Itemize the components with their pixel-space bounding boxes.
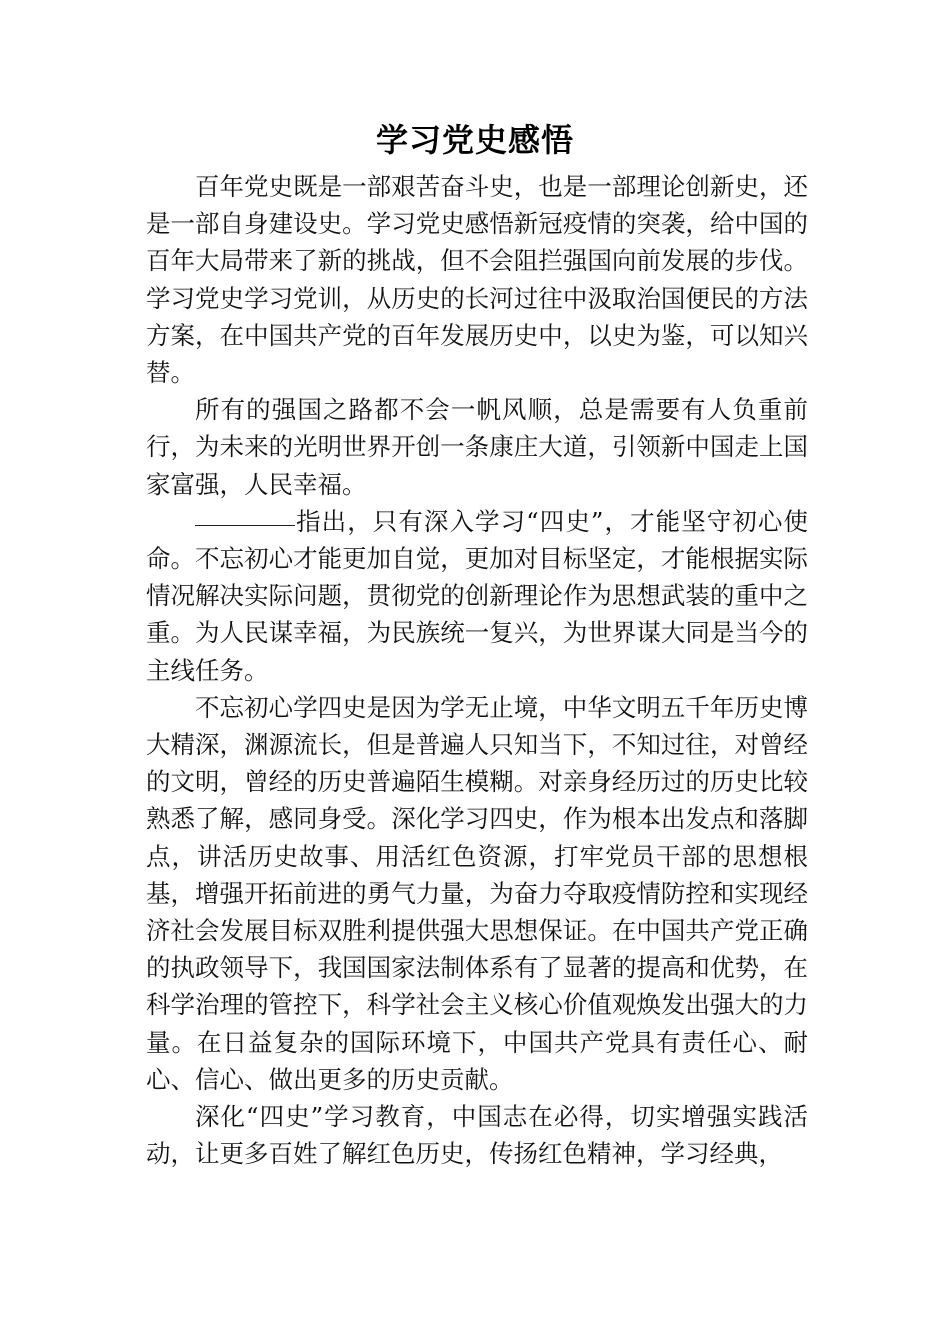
paragraph-3: [146, 503, 808, 689]
paragraph-2: 所有的强国之路都不会一帆风顺，总是需要有人负重前行，为未来的光明世界开创一条康庄大道，引领新中国走上国家富强，人民幸福。: [146, 395, 808, 499]
document-body: [146, 168, 808, 1172]
paragraph-5: 深化“四史”学习教育，中国志在必得，切实增强实践活动，让更多百姓了解红色历史，传扬红色精神，学习经典，: [146, 1102, 808, 1169]
document-title: 学习党史感悟: [375, 121, 574, 159]
paragraph-3-text: 指出，只有深入学习“四史”，才能坚守初心使命。不忘初心才能更加自觉，更加对目标坚定，才能根据实际情况解决实际问题，贯彻党的创新理论作为思想武装的重中之重。为人民谋幸福，为民族统一复兴，为世界谋大同是当今的主线任务。: [146, 506, 808, 685]
fill-in-blank: [195, 524, 295, 526]
paragraph-4: 不忘初心学四史是因为学无止境，中华文明五千年历史博大精深，渊源流长，但是普遍人只知当下，不知过往，对曾经的文明，曾经的历史普遍陌生模糊。对亲身经历过的历史比较熟悉了解，感同身受。深化学习四史，作为根本出发点和落脚点，讲活历史故事、用活红色资源，打牢党员干部的思想根基，增强开拓前进的勇气力量，为奋力夺取疫情防控和实现经济社会发展目标双胜利提供强大思想保证。在中国共产党正确的执政领导下，我国国家法制体系有了显著的提高和优势，在科学治理的管控下，科学社会主义核心价值观焕发出强大的力量。在日益复杂的国际环境下，中国共产党具有责任心、耐心、信心、做出更多的历史贡献。: [146, 692, 808, 1094]
paragraph-1: 百年党史既是一部艰苦奋斗史，也是一部理论创新史，还是一部自身建设史。学习党史感悟新冠疫情的突袭，给中国的百年大局带来了新的挑战，但不会阻拦强国向前发展的步伐。学习党史学习党训，从历史的长河过往中汲取治国便民的方法方案，在中国共产党的百年发展历史中，以史为鉴，可以知兴替。: [146, 172, 808, 388]
